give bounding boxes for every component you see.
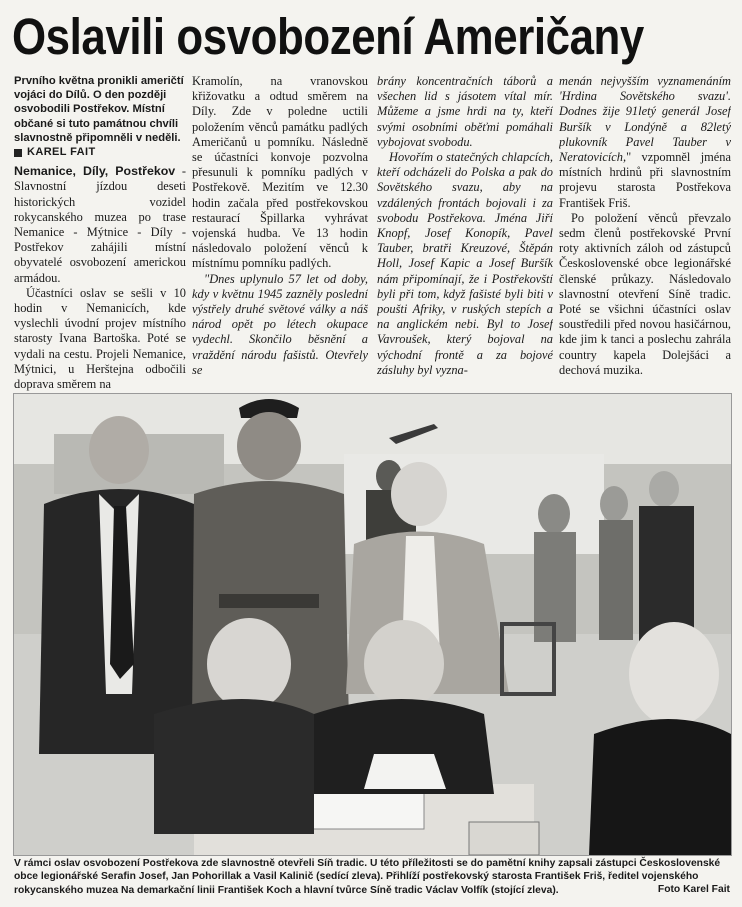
paragraph-text: - Slavnostní jízdou deseti historických vozidel rokycanského muzea po trase Nemanice - Mýtnice - Díly - Postřekov zahájili místní obyvatelé osvobození americkou armádou. xyxy=(14,164,186,285)
paragraph: Kramolín, na vranovskou křižovatku a odtud směrem na Díly. Zde v poledne uctili položením věnců památku padlých Američanů u pomníku. Následně se účastníci konvoje pozvolna přesunuli k pomníku padlých v Postřekově. Mezitím ve 12.30 hodin začala před postřekovskou restaurací Špillarka vyhrávat vojenská hudba. Ve 13 hodin následovalo položení věnců k místnímu pomníku padlých. xyxy=(192,74,368,271)
photo-caption: V rámci oslav osvobození Postřekova zde slavnostně otevřeli Síň tradic. U této příležitosti se do pamětní knihy zapsali zástupci Československé obce legionářské Serafin Josef, Jan Pohorillak a Vasil Kalinič (sedící zleva). Přihlíží postřekovský starosta František Friš, ředitel vojenského rokycanského muzea Na demarkační linii František Koch a hlavní tvůrce Síně tradic Václav Volfík (stojící zleva). xyxy=(14,858,721,896)
article-column-3 xyxy=(377,74,553,392)
quote-paragraph: Hovořím o statečných chlapcích, kteří odcházeli do Polska a pak do Sovětského svazu, aby na vzdálených frontách bojovali i za svobodu Postřekova. Jména Jiří Knopf, Josef Konopík, Pavel Tauber, bratři Kreuzové, Štěpán Holl, Josef Kapic a Josef Buršík nám připomínají, že i Postřekovští byli při tom, když fašisté byli biti v poušti Afriky, v ruských stepích a na anglickém nebi. Byl to Josef Vavroušek, který bojoval na východní frontě a za bojové zásluhy byl vyzna- xyxy=(377,150,553,377)
paragraph: Po položení věnců převzalo sedm členů postřekovské První roty aktivních záloh od zástupců Československé obce legionářské členské průkazy. Následovalo slavnostní otevření Síně tradic. Poté se všichni účastníci oslav soustředili před novou hasičárnou, kde jim k tanci a poslechu zahrála country kapela Dolejšáci a dechová muzika. xyxy=(559,210,731,377)
photo-credit: Foto Karel Fait xyxy=(657,884,730,895)
paragraph xyxy=(14,164,186,286)
article-column-1 xyxy=(14,74,186,392)
article-headline: Oslavili osvobození Američany xyxy=(12,8,644,65)
quote-paragraph: "Dnes uplynulo 57 let od doby, kdy v květnu 1945 zazněly poslední výstřely druhé světové války a náš národ opět po létech okupace vydechl. Skončilo běsnění a vraždění národu fašistů. Otevřely se xyxy=(192,271,368,377)
byline-square-icon xyxy=(14,149,22,157)
byline-author: KAREL FAIT xyxy=(27,146,96,159)
article-lead: Prvního května pronikli američtí vojáci do Dílů. O den později osvobodili Postřekov. Místní občané si tuto památnou chvíli slavnostně připomněli v neděli. xyxy=(14,75,184,144)
article-column-2 xyxy=(192,74,368,392)
quote-paragraph: brány koncentračních táborů a všechen lid s jásotem vítal mír. Můžeme a jsme hrdi na ty, kteří svými osobními oběťmi pomáhali vybojovat svobodu. xyxy=(377,74,553,149)
byline xyxy=(14,145,186,160)
paragraph xyxy=(559,74,731,211)
photo-illustration xyxy=(14,394,731,855)
quote-text: menán nejvyšším vyznamenáním 'Hrdina Sovětského svazu'. Dodnes žije 91letý generál Josef Buršík v Londýně a 82letý plukovník Pavel Tauber v Neratovicích, xyxy=(559,74,731,165)
dateline: Nemanice, Díly, Postřekov xyxy=(14,164,176,179)
article-photo xyxy=(13,393,732,856)
paragraph: Účastníci oslav se sešli v 10 hodin v Nemanicích, kde vyslechli úvodní projev místního starosty Ivana Bartoška. Poté se vydali na cestu. Projeli Nemanice, Mýtnici, u Herštejna odbočili doprava směrem na xyxy=(14,285,186,392)
paragraph-text: " vzpomněl jména místních hrdinů při slavnostním projevu starosta Postřekova František Friš. xyxy=(559,150,731,210)
article-column-4 xyxy=(559,74,731,392)
